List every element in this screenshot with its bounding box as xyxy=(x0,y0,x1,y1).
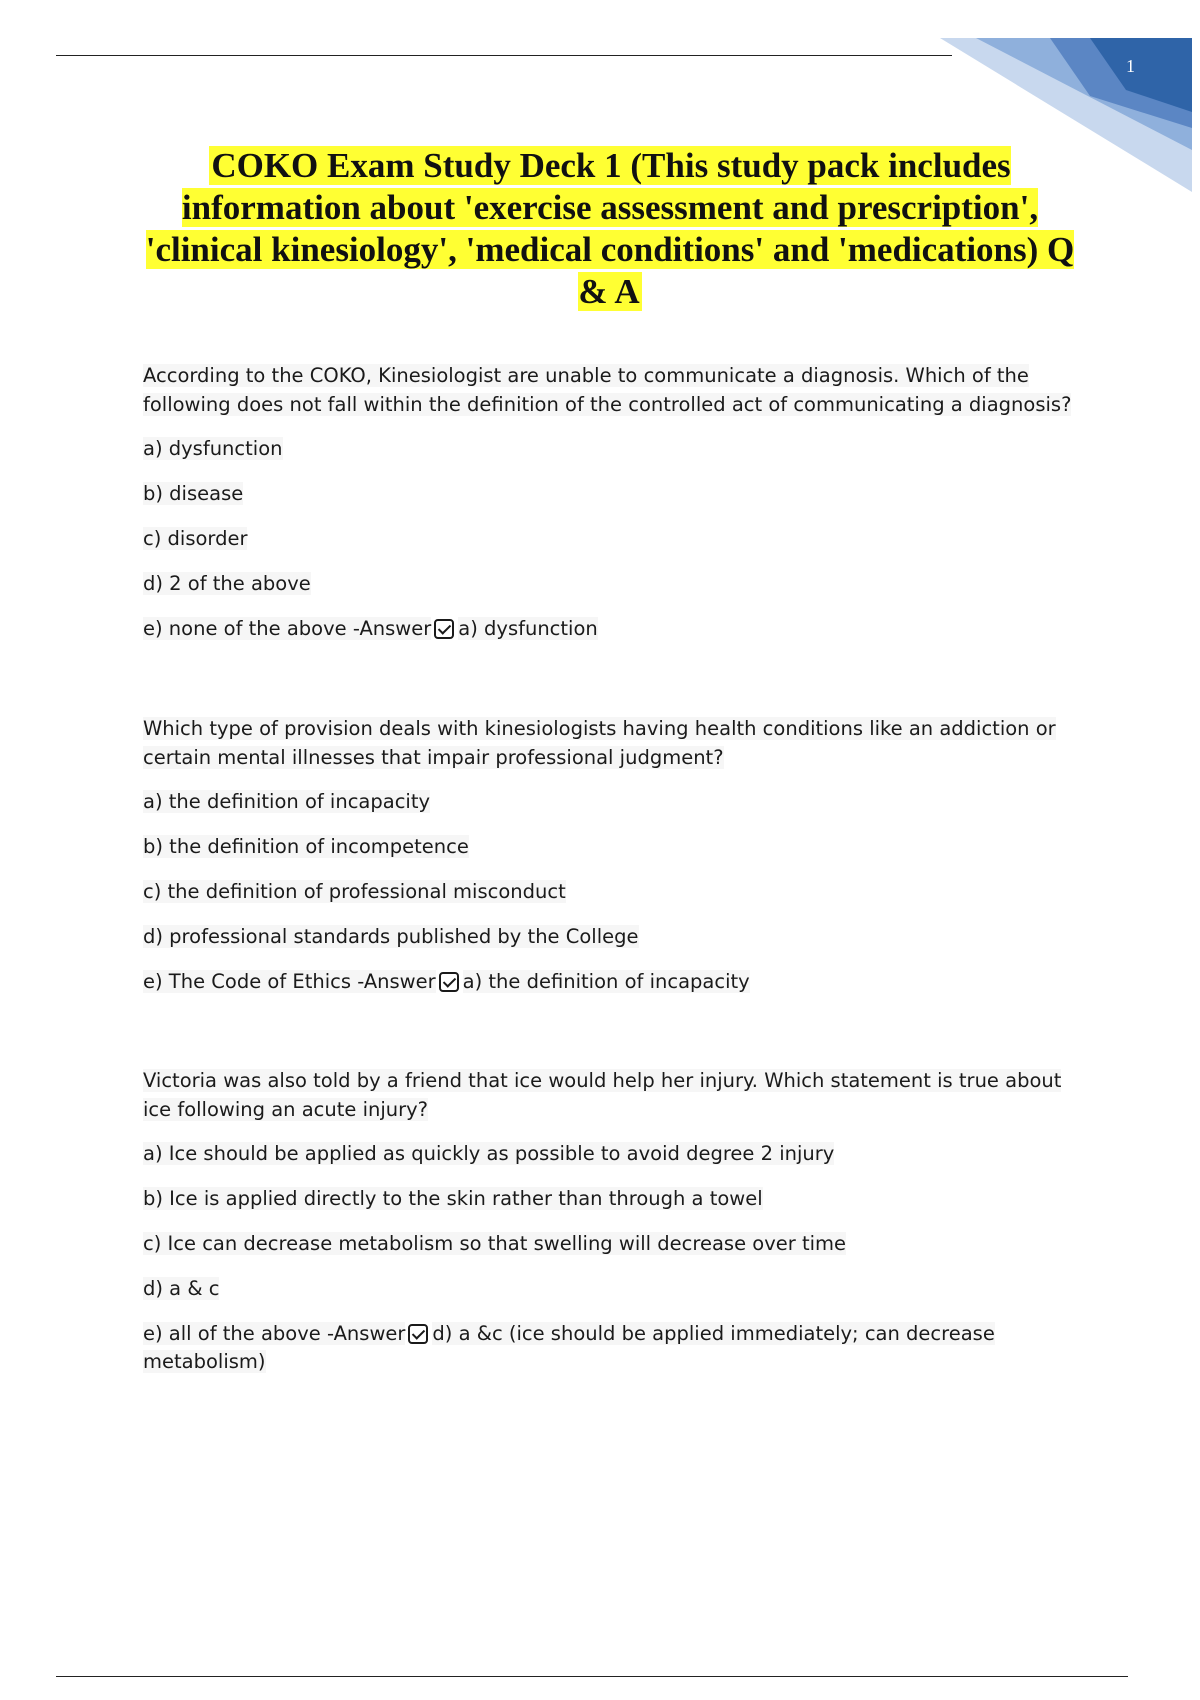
checkmark-box-icon xyxy=(408,1324,428,1344)
answer-line xyxy=(143,968,1073,996)
question-2 xyxy=(143,715,1073,1013)
page-title xyxy=(130,145,1090,313)
answer-option: c) disorder xyxy=(143,527,248,550)
answer-option: d) 2 of the above xyxy=(143,572,311,595)
question-text: Victoria was also told by a friend that ice would help her injury. Which statement is true about ice following an acute injury? xyxy=(143,1069,1062,1121)
correct-answer: a) dysfunction xyxy=(458,617,598,640)
question-1 xyxy=(143,362,1073,660)
checkmark-box-icon xyxy=(439,972,459,992)
question-text: According to the COKO, Kinesiologist are unable to communicate a diagnosis. Which of the following does not fall within the definition of the controlled act of communicating a diagnosis? xyxy=(143,364,1072,416)
header-rule xyxy=(56,55,952,56)
question-3 xyxy=(143,1067,1073,1393)
answer-option: a) dysfunction xyxy=(143,437,283,460)
page-title-highlight: COKO Exam Study Deck 1 (This study pack includes information about 'exercise assessment and prescription', 'clinical kinesiology', 'medical conditions' and 'medications) Q & A xyxy=(145,146,1075,311)
answer-option-last: e) The Code of Ethics -Answer xyxy=(143,970,436,993)
answer-option: b) Ice is applied directly to the skin rather than through a towel xyxy=(143,1187,763,1210)
checkmark-box-icon xyxy=(434,619,454,639)
answer-line xyxy=(143,1320,1073,1376)
answer-option-last: e) none of the above -Answer xyxy=(143,617,432,640)
answer-option: b) disease xyxy=(143,482,244,505)
answer-line xyxy=(143,615,1073,643)
correct-answer: d) a &c (ice should be applied immediately; can decrease metabolism) xyxy=(143,1322,995,1373)
answer-option-last: e) all of the above -Answer xyxy=(143,1322,406,1345)
answer-option: b) the definition of incompetence xyxy=(143,835,469,858)
answer-option: d) a & c xyxy=(143,1277,220,1300)
correct-answer: a) the definition of incapacity xyxy=(462,970,750,993)
answer-option: c) Ice can decrease metabolism so that swelling will decrease over time xyxy=(143,1232,846,1255)
page-number: 1 xyxy=(1126,56,1135,76)
answer-option: a) Ice should be applied as quickly as possible to avoid degree 2 injury xyxy=(143,1142,835,1165)
question-text: Which type of provision deals with kinesiologists having health conditions like an addiction or certain mental illnesses that impair professional judgment? xyxy=(143,717,1056,769)
answer-option: a) the definition of incapacity xyxy=(143,790,431,813)
answer-option: c) the definition of professional misconduct xyxy=(143,880,566,903)
footer-rule xyxy=(56,1676,1128,1677)
answer-option: d) professional standards published by the College xyxy=(143,925,639,948)
